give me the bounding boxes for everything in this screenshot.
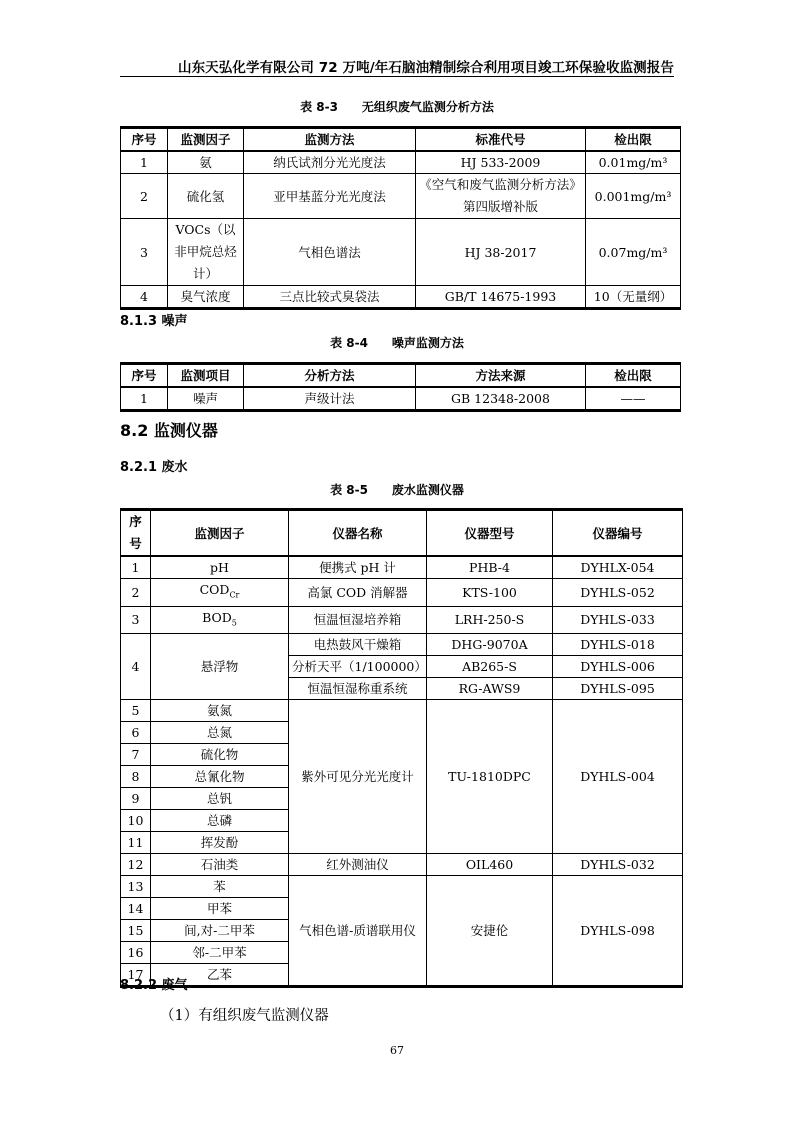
table-cell: 便携式 pH 计 <box>289 556 427 579</box>
table-cell: HJ 38-2017 <box>416 219 586 286</box>
table-cell: 0.07mg/m³ <box>586 219 681 286</box>
table-header-cell: 仪器编号 <box>553 510 683 557</box>
table-header-cell: 仪器型号 <box>427 510 553 557</box>
table-cell: DYHLS-052 <box>553 579 683 607</box>
table-cell: 16 <box>121 942 151 964</box>
table-cell: 7 <box>121 744 151 766</box>
table-cell: 挥发酚 <box>151 832 289 854</box>
page-number: 67 <box>390 1044 404 1057</box>
table-cell: DHG-9070A <box>427 634 553 656</box>
table-cell: 纳氏试剂分光光度法 <box>244 151 416 174</box>
section-heading-8-2-2: 8.2.2 废气 <box>120 978 188 993</box>
table-header-cell: 监测项目 <box>168 364 244 388</box>
table-cell: 石油类 <box>151 854 289 876</box>
table-cell: KTS-100 <box>427 579 553 607</box>
table-cell: 臭气浓度 <box>168 286 244 309</box>
table-8-5-caption: 表 8-5 废水监测仪器 <box>330 483 464 497</box>
section-heading-8-2: 8.2 监测仪器 <box>120 421 218 440</box>
table-row <box>121 876 683 898</box>
table-header-cell: 检出限 <box>586 364 681 388</box>
table-cell: $BOD_5$ <box>151 606 289 634</box>
table-header-cell: 检出限 <box>586 128 681 152</box>
table-cell: 1 <box>121 556 151 579</box>
table-row <box>121 579 683 607</box>
table-cell: LRH-250-S <box>427 606 553 634</box>
table-cell: 安捷伦 <box>427 876 553 987</box>
table-header-cell: 序号 <box>121 128 168 152</box>
section-heading-8-2-1: 8.2.1 废水 <box>120 460 188 475</box>
table-header-cell: 标准代号 <box>416 128 586 152</box>
table-cell: 12 <box>121 854 151 876</box>
table-row <box>121 634 683 656</box>
table-cell: 14 <box>121 898 151 920</box>
table-row <box>121 606 683 634</box>
table-cell: PHB-4 <box>427 556 553 579</box>
table-cell: 总氮 <box>151 722 289 744</box>
table-cell: DYHLS-018 <box>553 634 683 656</box>
table-row <box>121 556 683 579</box>
table-cell: 15 <box>121 920 151 942</box>
table-cell: 8 <box>121 766 151 788</box>
table-cell: 0.01mg/m³ <box>586 151 681 174</box>
table-cell: DYHLS-006 <box>553 656 683 678</box>
table-cell: 《空气和废气监测分析方法》第四版增补版 <box>416 174 586 219</box>
table-8-3 <box>120 126 681 310</box>
table-cell: $COD_{Cr}$ <box>151 579 289 607</box>
table-cell: 3 <box>121 219 168 286</box>
table-cell: 恒温恒湿称重系统 <box>289 678 427 700</box>
section-heading-8-1-3: 8.1.3 噪声 <box>120 314 188 329</box>
table-cell: 亚甲基蓝分光光度法 <box>244 174 416 219</box>
table-header-cell: 方法来源 <box>416 364 586 388</box>
page-header-title: 山东天弘化学有限公司 72 万吨/年石脑油精制综合利用项目竣工环保验收监测报告 <box>177 60 674 76</box>
table-header-cell: 序号 <box>121 364 168 388</box>
table-cell: 2 <box>121 579 151 607</box>
table-cell: 9 <box>121 788 151 810</box>
table-row <box>121 286 681 309</box>
table-cell: 硫化氢 <box>168 174 244 219</box>
body-paragraph: （1）有组织废气监测仪器 <box>160 1008 329 1024</box>
table-cell: GB/T 14675-1993 <box>416 286 586 309</box>
table-cell: 红外测油仪 <box>289 854 427 876</box>
table-cell: 4 <box>121 634 151 700</box>
table-cell: 气相色谱法 <box>244 219 416 286</box>
table-8-3-caption: 表 8-3 无组织废气监测分析方法 <box>300 100 494 114</box>
table-cell: 悬浮物 <box>151 634 289 700</box>
table-cell: 电热鼓风干燥箱 <box>289 634 427 656</box>
table-cell: 噪声 <box>168 387 244 411</box>
table-cell: pH <box>151 556 289 579</box>
table-cell: 10（无量纲） <box>586 286 681 309</box>
table-cell: 分析天平（1/100000） <box>289 656 427 678</box>
table-cell: OIL460 <box>427 854 553 876</box>
table-cell: VOCs（以非甲烷总烃计） <box>168 219 244 286</box>
table-cell: 4 <box>121 286 168 309</box>
table-cell: DYHLS-004 <box>553 700 683 854</box>
table-cell: 总氰化物 <box>151 766 289 788</box>
table-cell: 硫化物 <box>151 744 289 766</box>
table-header-cell: 序号 <box>121 510 151 557</box>
table-cell: 5 <box>121 700 151 722</box>
table-cell: 邻-二甲苯 <box>151 942 289 964</box>
table-cell: 恒温恒湿培养箱 <box>289 606 427 634</box>
table-cell: 气相色谱-质谱联用仪 <box>289 876 427 987</box>
table-cell: DYHLS-095 <box>553 678 683 700</box>
table-cell: TU-1810DPC <box>427 700 553 854</box>
table-row <box>121 387 681 411</box>
table-8-4 <box>120 362 681 412</box>
table-header-cell: 仪器名称 <box>289 510 427 557</box>
table-8-5 <box>120 508 683 988</box>
table-cell: 2 <box>121 174 168 219</box>
table-cell: 甲苯 <box>151 898 289 920</box>
table-cell: 乙苯 <box>151 964 289 987</box>
table-header-cell: 分析方法 <box>244 364 416 388</box>
table-cell: 1 <box>121 151 168 174</box>
table-cell: 总钒 <box>151 788 289 810</box>
table-header-cell: 监测因子 <box>168 128 244 152</box>
table-cell: DYHLS-098 <box>553 876 683 987</box>
table-cell: 声级计法 <box>244 387 416 411</box>
header-rule <box>120 76 674 77</box>
table-cell: GB 12348-2008 <box>416 387 586 411</box>
table-header-cell: 监测因子 <box>151 510 289 557</box>
table-cell: —— <box>586 387 681 411</box>
table-header-cell: 监测方法 <box>244 128 416 152</box>
table-row <box>121 151 681 174</box>
table-cell: DYHLX-054 <box>553 556 683 579</box>
table-cell: 6 <box>121 722 151 744</box>
table-cell: 氨 <box>168 151 244 174</box>
table-cell: DYHLS-033 <box>553 606 683 634</box>
table-cell: 氨氮 <box>151 700 289 722</box>
table-cell: HJ 533-2009 <box>416 151 586 174</box>
table-cell: 11 <box>121 832 151 854</box>
table-cell: 3 <box>121 606 151 634</box>
table-row <box>121 700 683 722</box>
table-cell: 间,对-二甲苯 <box>151 920 289 942</box>
table-row <box>121 174 681 219</box>
table-cell: AB265-S <box>427 656 553 678</box>
table-row <box>121 854 683 876</box>
table-cell: 总磷 <box>151 810 289 832</box>
table-cell: 紫外可见分光光度计 <box>289 700 427 854</box>
table-cell: 1 <box>121 387 168 411</box>
table-cell: 17 <box>121 964 151 987</box>
table-cell: DYHLS-032 <box>553 854 683 876</box>
table-cell: 高氯 COD 消解器 <box>289 579 427 607</box>
table-cell: RG-AWS9 <box>427 678 553 700</box>
table-cell: 13 <box>121 876 151 898</box>
table-cell: 10 <box>121 810 151 832</box>
table-cell: 0.001mg/m³ <box>586 174 681 219</box>
table-cell: 三点比较式臭袋法 <box>244 286 416 309</box>
table-row <box>121 219 681 286</box>
table-8-4-caption: 表 8-4 噪声监测方法 <box>330 336 464 350</box>
table-cell: 苯 <box>151 876 289 898</box>
